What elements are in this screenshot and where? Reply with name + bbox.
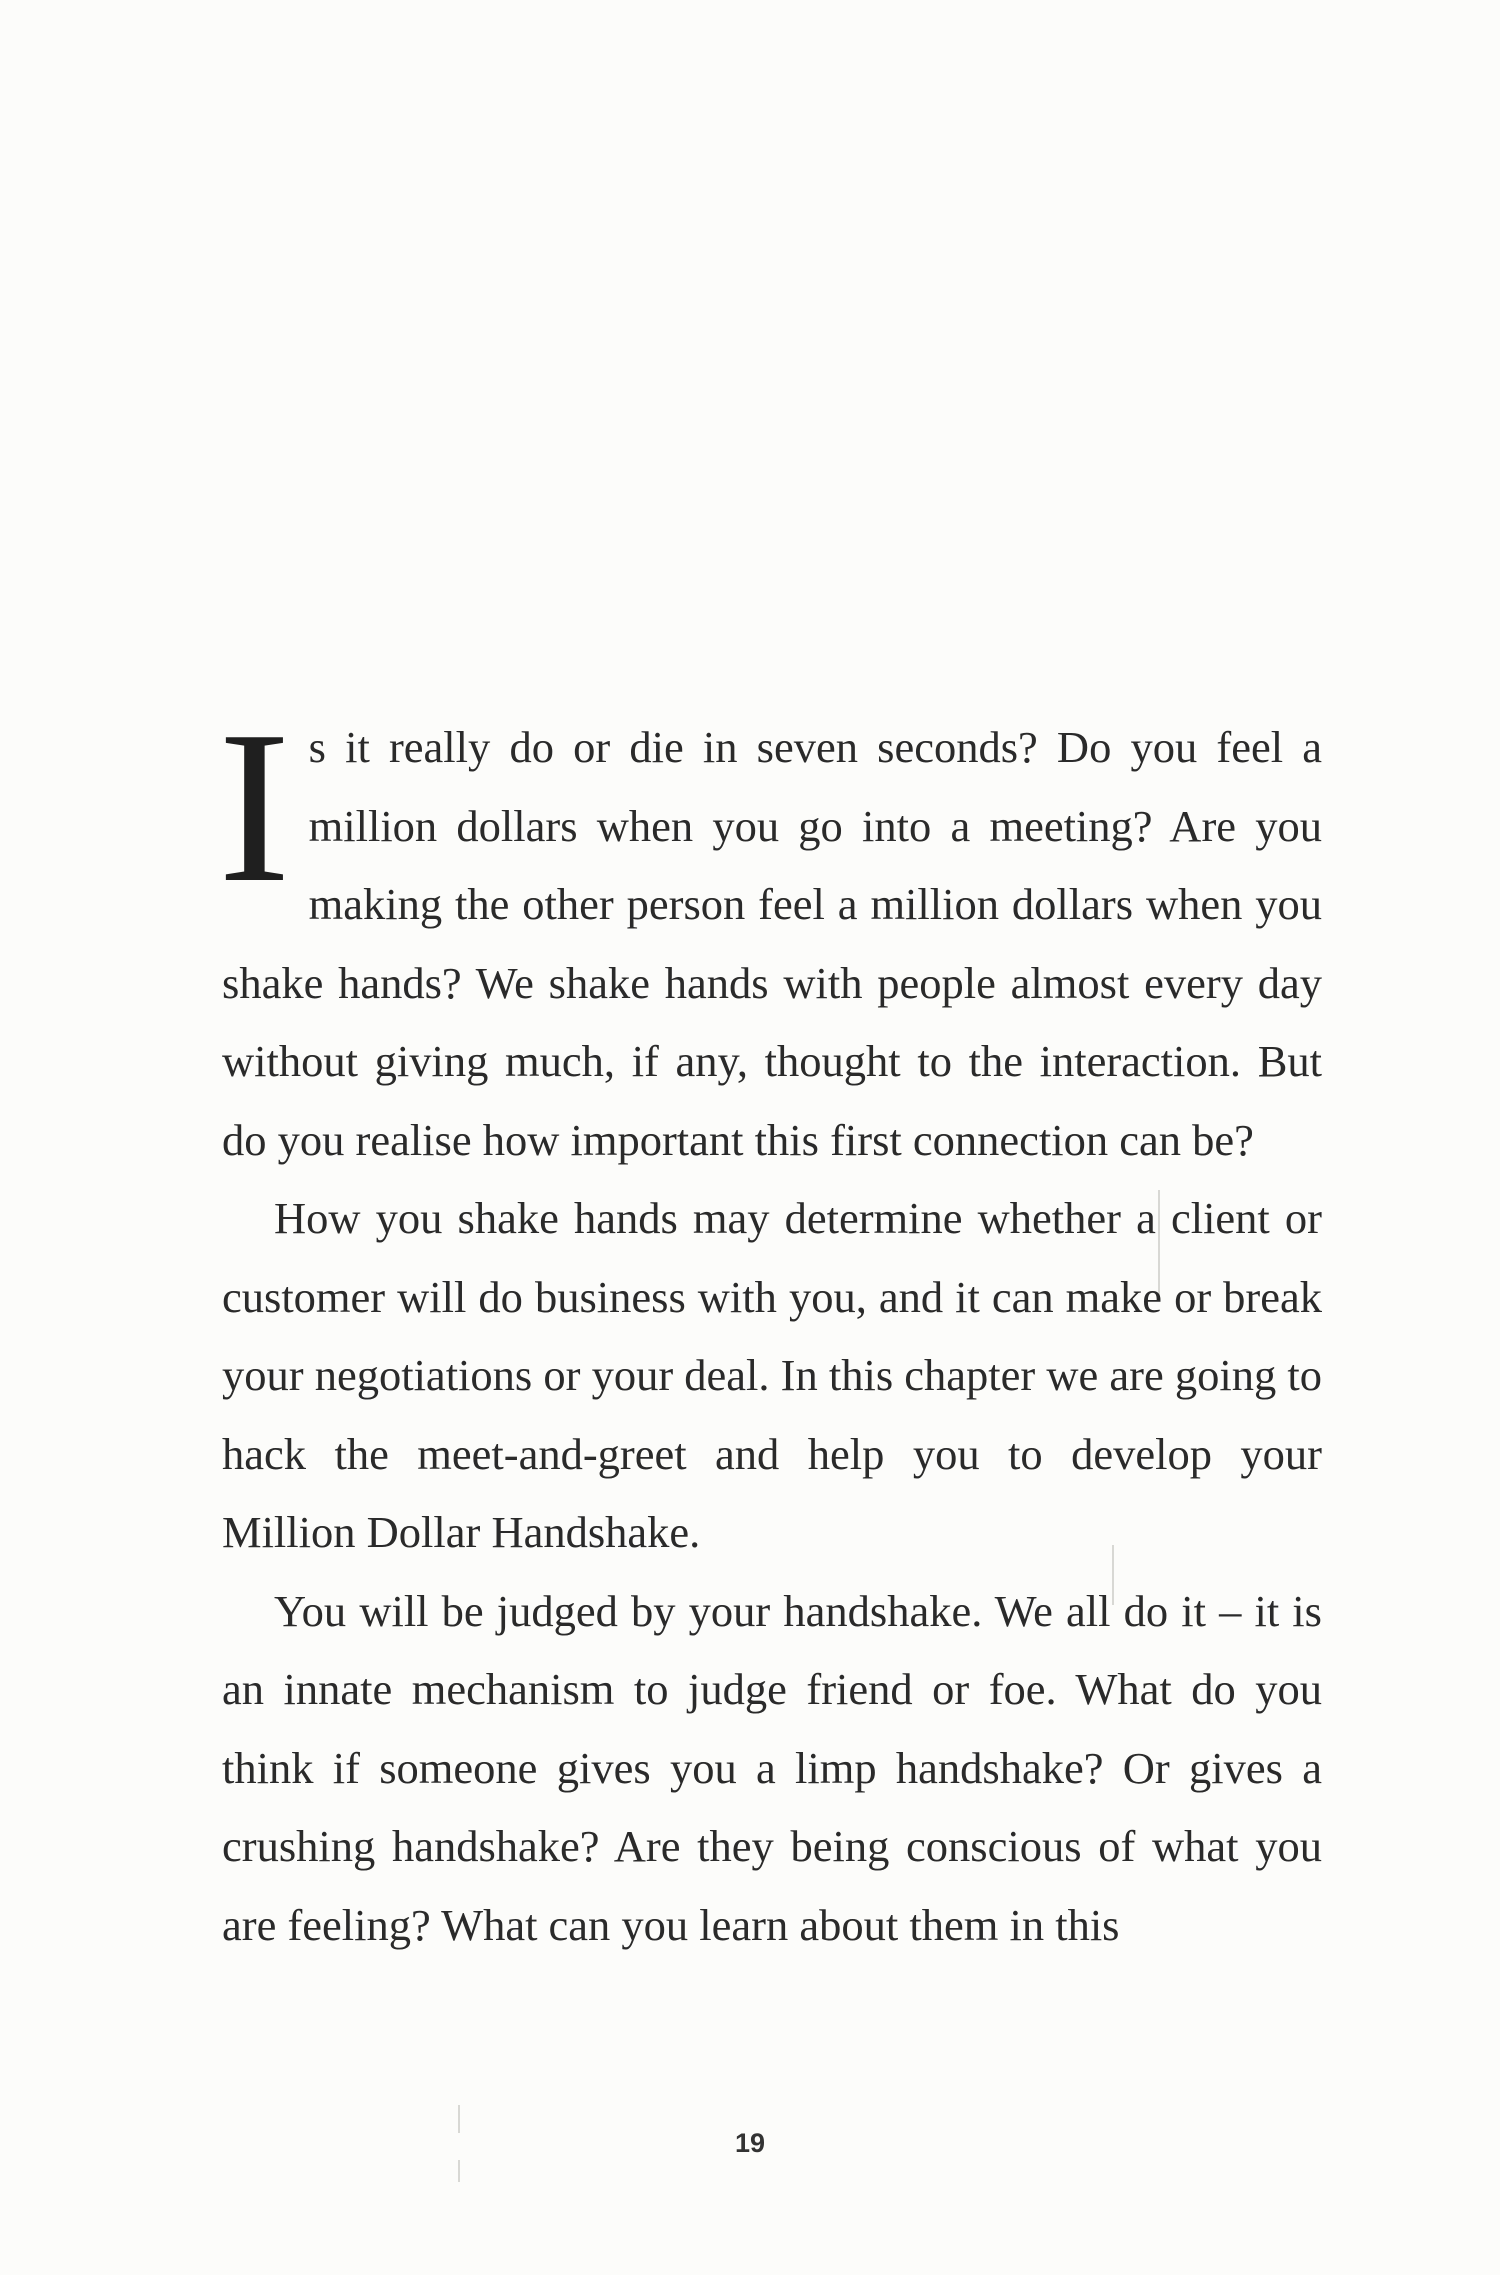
- drop-cap: I: [218, 687, 291, 928]
- scan-artifact: [458, 2160, 460, 2182]
- body-text: [218, 687, 1322, 1964]
- page-number: 19: [734, 2128, 766, 2158]
- paragraph-1: [218, 687, 1322, 1179]
- paragraph-1-text: s it really do or die in seven seconds? Do you feel a million dollars when you go into a meeting? Are you making the other person feel a million dollars when you shake hands? We shake hands with people almost every day without giving much, if any, thought to the interaction. But do you realise how important this first connection can be?: [222, 722, 1322, 1165]
- paragraph-2: How you shake hands may determine whether a client or customer will do business with you, and it can make or break your negotiations or your deal. In this chapter we are going to hack the meet-and-greet and help you to develop your Million Dollar Handshake.: [222, 1193, 1322, 1557]
- paragraph-3: You will be judged by your handshake. We all do it – it is an innate mechanism to judge friend or foe. What do you think if someone gives you a limp handshake? Or gives a crushing handshake? Are they being conscious of what you are feeling? What can you learn about them in this: [222, 1585, 1322, 1950]
